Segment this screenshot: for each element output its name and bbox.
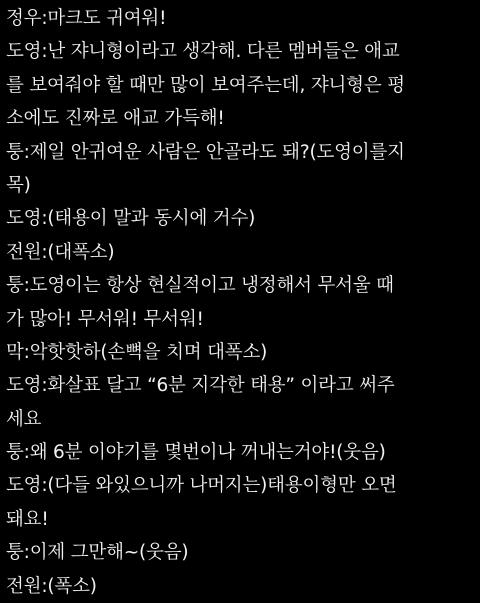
transcript-line: 도영:(다들 와있으니까 나머지는)태용이형만 오면 (6, 475, 397, 497)
transcript-line: 목) (6, 174, 31, 196)
transcript-line: 소에도 진짜로 애교 가득해! (6, 108, 225, 130)
transcript-line: 막:악핫핫하(손뼉을 치며 대폭소) (6, 341, 268, 363)
transcript-line: 도영:(태용이 말과 동시에 거수) (6, 208, 256, 230)
transcript-line: 퉁:도영이는 항상 현실적이고 냉정해서 무서울 때 (6, 275, 394, 297)
transcript-line: 정우:마크도 귀여워! (6, 8, 167, 29)
transcript-line: 퉁:이제 그만해~(웃음) (6, 542, 189, 564)
transcript-line: 도영:화살표 달고 “6분 지각한 태용” 이라고 써주 (6, 375, 395, 397)
transcript-line: 돼요! (6, 508, 49, 530)
transcript-line: 가 많아! 무서워! 무서워! (6, 308, 204, 330)
transcript-line: 세요 (6, 408, 42, 430)
transcript-line: 퉁:왜 6분 이야기를 몇번이나 꺼내는거야!(웃음) (6, 442, 386, 464)
transcript-line: 도영:난 쟈니형이라고 생각해. 다른 멤버들은 애교 (6, 41, 400, 63)
transcript-line: 전원:(대폭소) (6, 241, 115, 263)
transcript-line: 퉁:제일 안귀여운 사람은 안골라도 돼?(도영이를지 (6, 141, 405, 163)
transcript-line: 를 보여줘야 할 때만 많이 보여주는데, 쟈니형은 평 (6, 74, 405, 96)
transcript-line: 전원:(폭소) (6, 575, 97, 597)
